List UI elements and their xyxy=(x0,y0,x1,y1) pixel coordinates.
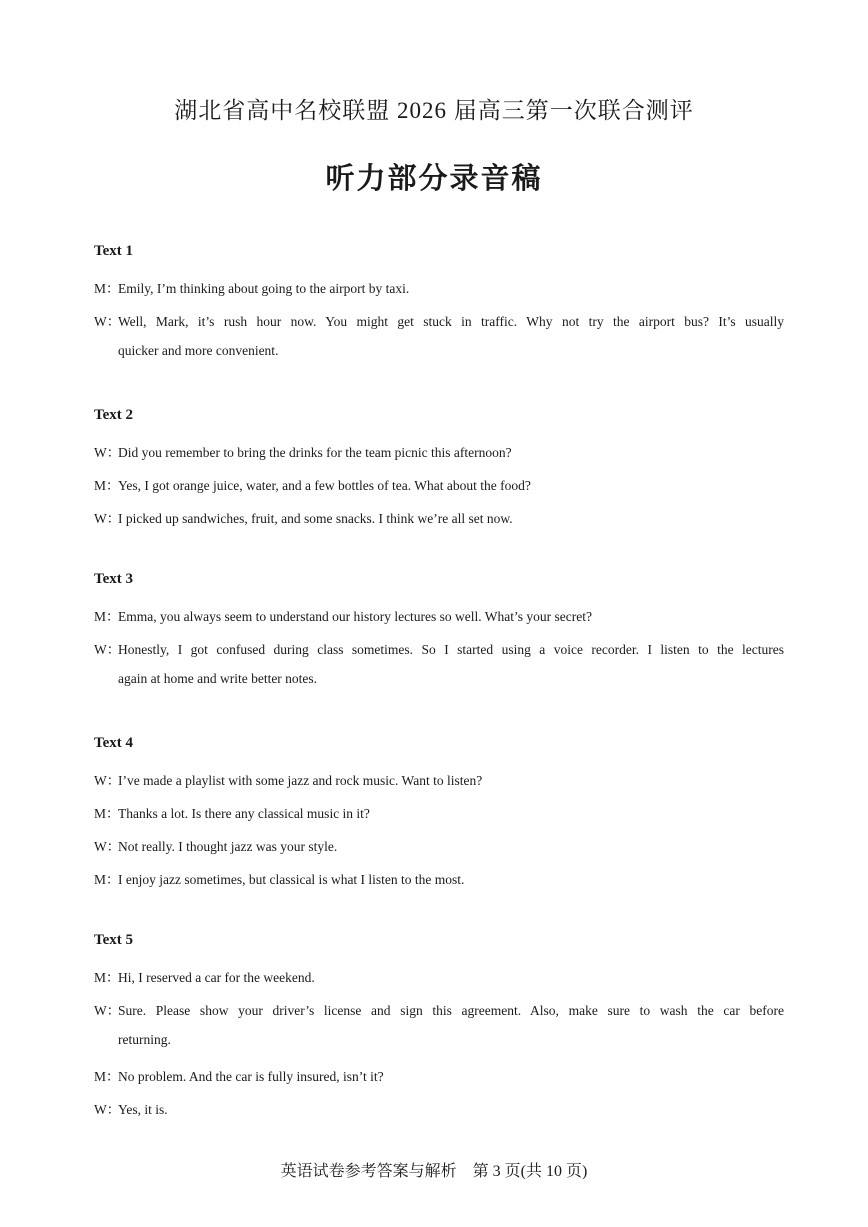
exam-title: 湖北省高中名校联盟 2026 届高三第一次联合测评 xyxy=(174,98,694,123)
dialogue-line xyxy=(94,605,784,625)
dialogue-line xyxy=(94,507,784,527)
dialogue-line-continued xyxy=(118,1032,808,1048)
dialogue-line xyxy=(94,474,784,494)
line-text: I enjoy jazz sometimes, but classical is what I listen to the most. xyxy=(118,872,465,887)
speaker-label: M： xyxy=(94,970,120,985)
speaker-label: W： xyxy=(94,839,121,854)
dialogue-line xyxy=(94,1098,784,1118)
dialogue-line xyxy=(94,868,784,888)
line-text: Sure. Please show your driver’s license and sign this agreement. Also, make sure to wash the car before xyxy=(118,1003,784,1018)
dialogue-line-continued xyxy=(118,343,808,359)
line-text: Emily, I’m thinking about going to the airport by taxi. xyxy=(118,281,410,296)
speaker-label: W： xyxy=(94,314,121,329)
text-5-title: Text 5 xyxy=(94,932,134,948)
speaker-label: W： xyxy=(94,642,121,657)
dialogue-line xyxy=(94,966,784,986)
text-3-title: Text 3 xyxy=(94,571,134,587)
line-text: Thanks a lot. Is there any classical music in it? xyxy=(118,806,370,821)
dialogue-line xyxy=(94,310,784,330)
line-text: Well, Mark, it’s rush hour now. You might get stuck in traffic. Why not try the airport bus? It’s usually xyxy=(118,314,784,329)
dialogue-line xyxy=(94,638,784,658)
line-text: Hi, I reserved a car for the weekend. xyxy=(118,970,315,985)
page-footer: 英语试卷参考答案与解析 第 3 页(共 10 页) xyxy=(280,1163,588,1180)
speaker-label: W： xyxy=(94,1102,121,1117)
line-text: again at home and write better notes. xyxy=(118,671,318,686)
speaker-label: M： xyxy=(94,478,120,493)
speaker-label: W： xyxy=(94,1003,121,1018)
dialogue-line xyxy=(94,441,784,461)
line-text: No problem. And the car is fully insured, isn’t it? xyxy=(118,1069,384,1084)
line-text: I’ve made a playlist with some jazz and rock music. Want to listen? xyxy=(118,773,483,788)
speaker-label: W： xyxy=(94,511,121,526)
line-text: Yes, it is. xyxy=(118,1102,168,1117)
speaker-label: M： xyxy=(94,609,120,624)
line-text: Honestly, I got confused during class sometimes. So I started using a voice recorder. I listen to the lectures xyxy=(118,642,784,657)
line-text: Emma, you always seem to understand our history lectures so well. What’s your secret? xyxy=(118,609,593,624)
page-title: 听力部分录音稿 xyxy=(325,161,543,195)
dialogue-line xyxy=(94,999,784,1019)
text-2-title: Text 2 xyxy=(94,407,134,423)
speaker-label: M： xyxy=(94,1069,120,1084)
line-text: Not really. I thought jazz was your style. xyxy=(118,839,338,854)
speaker-label: W： xyxy=(94,773,121,788)
line-text: returning. xyxy=(118,1032,171,1047)
dialogue-line xyxy=(94,277,784,297)
line-text: I picked up sandwiches, fruit, and some snacks. I think we’re all set now. xyxy=(118,511,513,526)
text-4-title: Text 4 xyxy=(94,735,134,751)
dialogue-line xyxy=(94,1065,784,1085)
speaker-label: M： xyxy=(94,872,120,887)
line-text: quicker and more convenient. xyxy=(118,343,279,358)
dialogue-line xyxy=(94,835,784,855)
speaker-label: W： xyxy=(94,445,121,460)
text-1-title: Text 1 xyxy=(94,243,134,259)
speaker-label: M： xyxy=(94,281,120,296)
dialogue-line-continued xyxy=(118,671,808,687)
dialogue-line xyxy=(94,769,784,789)
dialogue-line xyxy=(94,802,784,822)
speaker-label: M： xyxy=(94,806,120,821)
line-text: Yes, I got orange juice, water, and a few bottles of tea. What about the food? xyxy=(118,478,531,493)
line-text: Did you remember to bring the drinks for the team picnic this afternoon? xyxy=(118,445,512,460)
